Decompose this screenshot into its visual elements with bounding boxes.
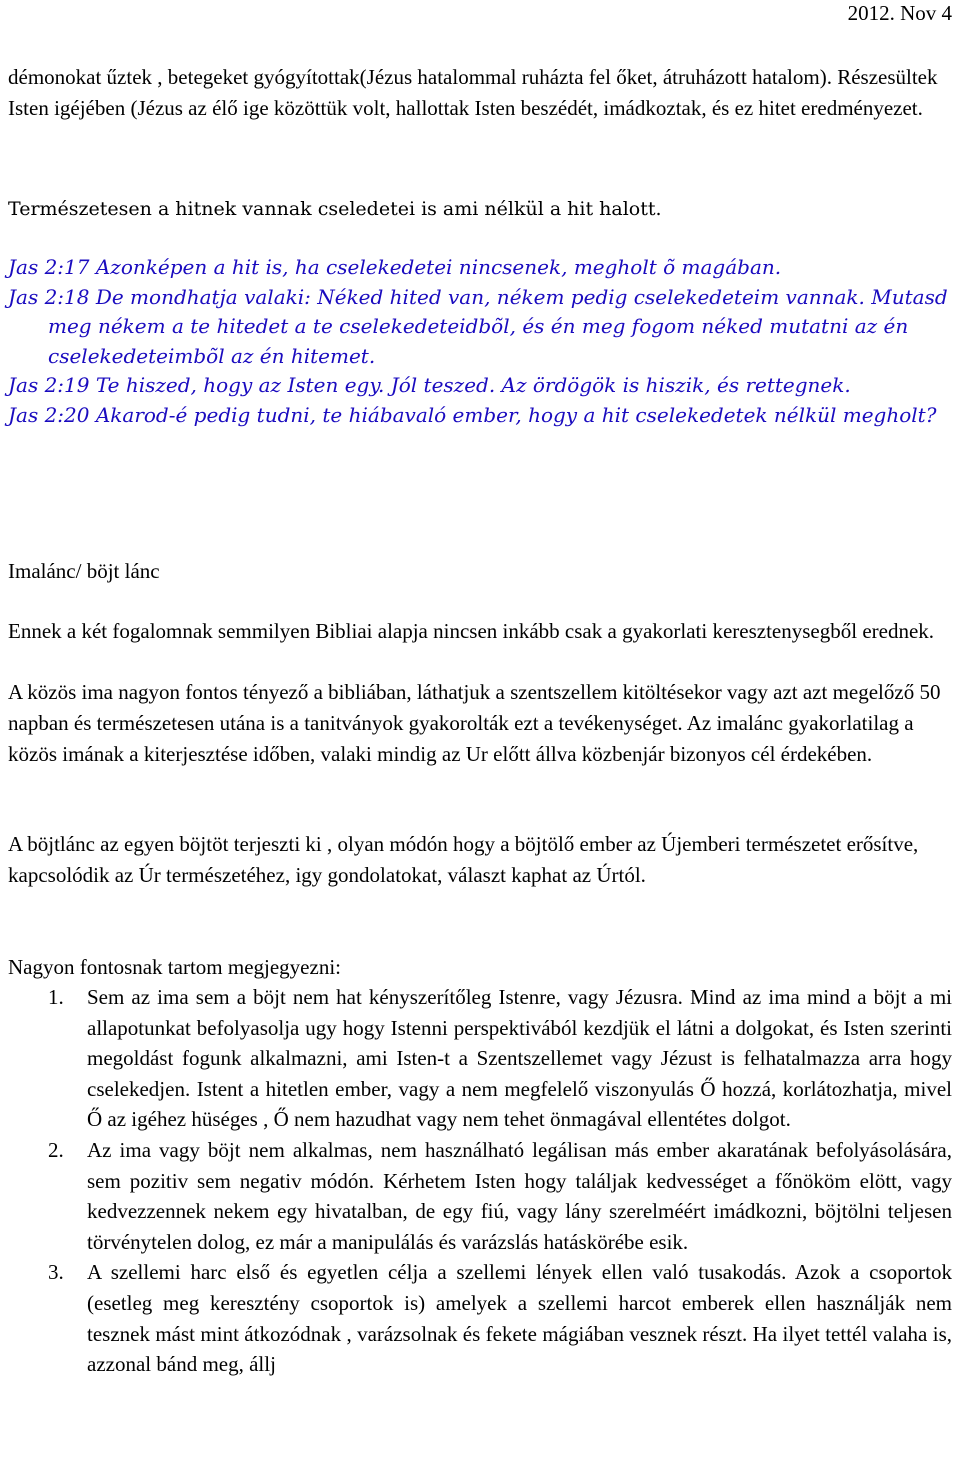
intro-statement: Természetesen a hitnek vannak cseledetei is ami nélkül a hit halott. <box>8 198 662 220</box>
list-item-text: A szellemi harc első és egyetlen célja a szellemi lények ellen való tusakodás. Azok a csoportok (esetleg meg keresztény csoportok is) amelyek a szellemi harcot emberek ellen használják nem tesznek mást mint átkozódnak , varázsolnak és fekete mágiában vesznek részt. Ha ilyet tettél valaha is, azzonal bánd meg, állj <box>87 1260 952 1377</box>
verse-jas-2-18: Jas 2:18 De mondhatja valaki: Néked hited van, nékem pedig cselekedeteim vannak. Mutasd meg nékem a te hitedet a te cselekedeteidbõl, és én meg fogom néked mutatni az én cselekedeteimbõl az én hitemet. <box>8 284 948 368</box>
list-item <box>8 1135 952 1257</box>
page-date: 2012. Nov 4 <box>847 1 952 25</box>
numbered-list <box>8 982 952 1380</box>
list-item-number: 2. <box>48 1137 64 1162</box>
list-item <box>8 1257 952 1379</box>
list-intro: Nagyon fontosnak tartom megjegyezni: <box>8 955 341 979</box>
verse-jas-2-17: Jas 2:17 Azonképen a hit is, ha cselekedetei nincsenek, megholt õ magában. <box>8 255 782 279</box>
verse-list <box>8 253 952 430</box>
verse-jas-2-20: Jas 2:20 Akarod-é pedig tudni, te hiábavaló ember, hogy a hit cselekedetek nélkül megholt? <box>8 402 937 427</box>
section-paragraph-2: A közös ima nagyon fontos tényező a bibliában, láthatjuk a szentszellem kitöltésekor vagy azt azt megelőző 50 napban és természetesen utána is a tanitványok gyakorolták ezt a tevékenységet. Az imalánc gyakorlatilag a közös imának a kiterjesztése időben, valaki mindig az Ur előtt állva közbenjár bizonyos cél érdekében. <box>8 680 941 766</box>
section-paragraph-3: A böjtlánc az egyen böjtöt terjeszti ki , olyan módón hogy a böjtölő ember az Újemberi természetet erősítve, kapcsolódik az Úr természetéhez, igy gondolatokat, választ kaphat az Úrtól. <box>8 832 919 887</box>
verse-jas-2-19: Jas 2:19 Te hiszed, hogy az Isten egy. Jól teszed. Az ördögök is hiszik, és rettegnek. <box>8 373 851 397</box>
list-item-number: 3. <box>48 1260 64 1285</box>
intro-paragraph: démonokat űztek , betegeket gyógyítottak(Jézus hatalommal ruházta fel őket, átruházott hatalom). Részesültek Isten igéjében (Jézus az élő ige közöttük volt, hallottak Isten beszédét, imádkoztak, és ez hitet eredményezet. <box>8 65 938 120</box>
list-item-number: 1. <box>48 985 64 1009</box>
section-heading: Imalánc/ böjt lánc <box>8 559 160 583</box>
list-item-text: Sem az ima sem a böjt nem hat kényszerítőleg Istenre, vagy Jézusra. Mind az ima mind a böjt a mi allapotunkat befolyasolja ugy hogy Istenni perspektivából kezdjük el látni a dolgokat, és Isten szerinti megoldást fogunk alkalmazni, ami Isten-t a Szentszellemet vagy Jézust is felhatalmazza arra hogy cselekedjen. Istent a hitetlen ember, vagy a nem megfelelő viszonyulás Ő hozzá, korlátozhatja, mivel Ő az igéhez hüséges , Ő nem hazudhat vagy nem tehet önmagával ellentétes dolgot. <box>87 985 952 1132</box>
list-item-text: Az ima vagy böjt nem alkalmas, nem használható legálisan más ember akaratának befolyásolására, sem pozitiv sem negativ módón. Kérhetem Isten hogy találjak kedvességet a főnököm elött, vagy kedvezzennek nekem egy hivatalban, de egy fiú, vagy lány szerelméért imádkozni, böjtölni teljesen törvénytelen dolog, ez már a manipulálás és varázslás hatáskörébe esik. <box>87 1137 952 1254</box>
section-paragraph-1: Ennek a két fogalomnak semmilyen Bibliai alapja nincsen inkább csak a gyakorlati keresztenysegből erednek. <box>8 619 935 643</box>
list-item <box>8 982 952 1135</box>
